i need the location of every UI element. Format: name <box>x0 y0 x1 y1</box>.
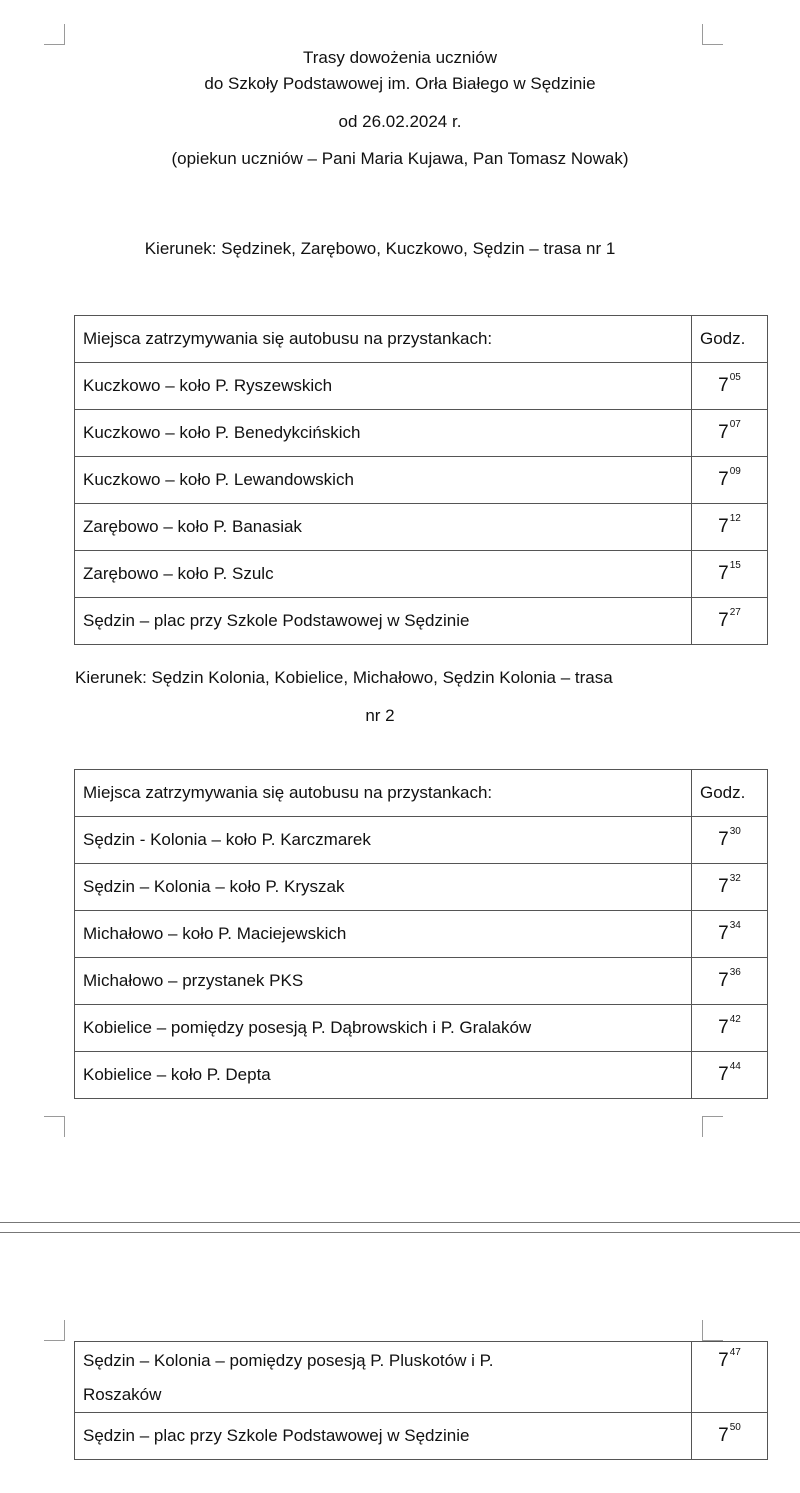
table-row <box>75 410 768 457</box>
stop-time: $7^{27}$ <box>692 598 768 645</box>
table-row <box>75 1413 768 1460</box>
table-row <box>75 864 768 911</box>
stop-place: Kuczkowo – koło P. Benedykcińskich <box>75 410 692 457</box>
route2-table <box>74 769 768 1099</box>
stop-time: $7^{09}$ <box>692 457 768 504</box>
stop-time: $7^{42}$ <box>692 1005 768 1052</box>
table-row <box>75 1052 768 1099</box>
page-margin-mark <box>44 1116 65 1137</box>
stop-place: Kobielice – koło P. Depta <box>75 1052 692 1099</box>
stop-time: $7^{32}$ <box>692 864 768 911</box>
column-header-place: Miejsca zatrzymywania się autobusu na przystankach: <box>75 316 692 363</box>
route2-heading-continued: nr 2 <box>365 706 395 725</box>
page-margin-mark <box>702 24 723 45</box>
page-margin-mark <box>702 1320 723 1341</box>
page-break-divider <box>0 1222 800 1223</box>
stop-place: Kuczkowo – koło P. Lewandowskich <box>75 457 692 504</box>
stop-time: $7^{47}$ <box>692 1342 768 1413</box>
table-header-row <box>75 316 768 363</box>
page-margin-mark <box>702 1116 723 1137</box>
stop-place: Michałowo – przystanek PKS <box>75 958 692 1005</box>
stop-time: $7^{50}$ <box>692 1413 768 1460</box>
stop-time: $7^{15}$ <box>692 551 768 598</box>
stop-place: Kobielice – pomiędzy posesją P. Dąbrowskich i P. Gralaków <box>75 1005 692 1052</box>
route2-table-continued <box>74 1341 768 1460</box>
stop-time: $7^{44}$ <box>692 1052 768 1099</box>
stop-place: Sędzin – plac przy Szkole Podstawowej w Sędzinie <box>75 598 692 645</box>
stop-place: Kuczkowo – koło P. Ryszewskich <box>75 363 692 410</box>
stop-time: $7^{34}$ <box>692 911 768 958</box>
table-row <box>75 1005 768 1052</box>
table-row <box>75 551 768 598</box>
document-title: Trasy dowożenia uczniów <box>302 48 497 67</box>
guardians-line: (opiekun uczniów – Pani Maria Kujawa, Pan Tomasz Nowak) <box>171 149 629 168</box>
stop-place: Sędzin - Kolonia – koło P. Karczmarek <box>75 817 692 864</box>
table-row <box>75 363 768 410</box>
table-row <box>75 817 768 864</box>
column-header-time: Godz. <box>692 316 768 363</box>
table-row <box>75 958 768 1005</box>
stop-place: Zarębowo – koło P. Szulc <box>75 551 692 598</box>
table-row <box>75 1342 768 1413</box>
stop-place: Sędzin – Kolonia – koło P. Kryszak <box>75 864 692 911</box>
table-row <box>75 598 768 645</box>
effective-date: od 26.02.2024 r. <box>338 112 462 131</box>
stop-time: $7^{36}$ <box>692 958 768 1005</box>
stop-place: Michałowo – koło P. Maciejewskich <box>75 911 692 958</box>
page-margin-mark <box>44 1320 65 1341</box>
route1-heading: Kierunek: Sędzinek, Zarębowo, Kuczkowo, Sędzin – trasa nr 1 <box>144 239 616 258</box>
column-header-place: Miejsca zatrzymywania się autobusu na przystankach: <box>75 770 692 817</box>
stop-place: Sędzin – Kolonia – pomiędzy posesją P. Pluskotów i P. Roszaków <box>75 1342 692 1413</box>
stop-place: Zarębowo – koło P. Banasiak <box>75 504 692 551</box>
page-break-divider <box>0 1232 800 1233</box>
table-header-row <box>75 770 768 817</box>
document-subtitle: do Szkoły Podstawowej im. Orła Białego w Sędzinie <box>204 74 596 93</box>
table-row <box>75 911 768 958</box>
column-header-time: Godz. <box>692 770 768 817</box>
route2-heading: Kierunek: Sędzin Kolonia, Kobielice, Michałowo, Sędzin Kolonia – trasa <box>75 668 613 687</box>
route1-table <box>74 315 768 645</box>
stop-time: $7^{07}$ <box>692 410 768 457</box>
stop-time: $7^{30}$ <box>692 817 768 864</box>
stop-place: Sędzin – plac przy Szkole Podstawowej w Sędzinie <box>75 1413 692 1460</box>
stop-time: $7^{05}$ <box>692 363 768 410</box>
table-row <box>75 504 768 551</box>
stop-time: $7^{12}$ <box>692 504 768 551</box>
table-row <box>75 457 768 504</box>
page-margin-mark <box>44 24 65 45</box>
